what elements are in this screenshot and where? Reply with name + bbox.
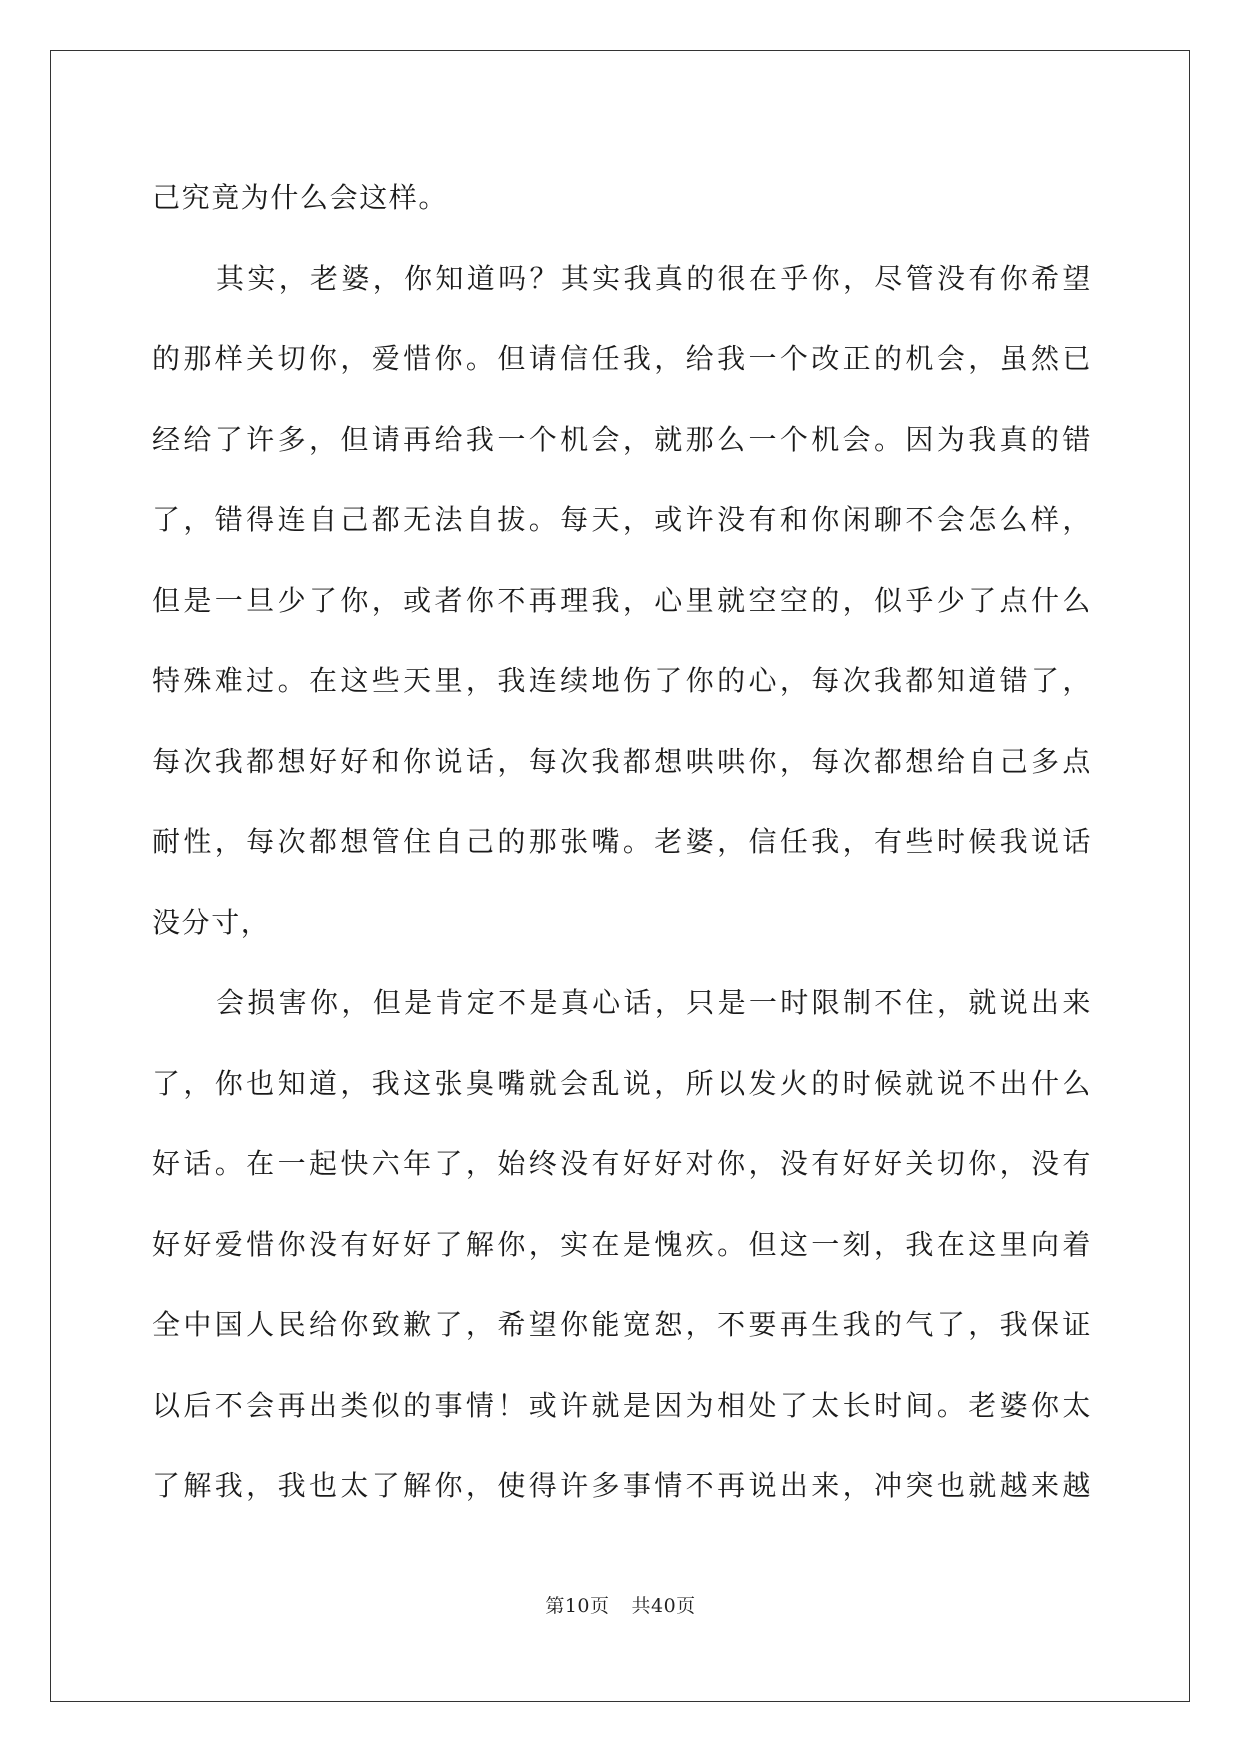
text-line: 其实，老婆，你知道吗？其实我真的很在乎你，尽管没有你希望: [216, 261, 1092, 295]
text-line: 每次我都想好好和你说话，每次我都想哄哄你，每次都想给自己多点: [152, 744, 1092, 778]
text-line: 了，错得连自己都无法自拔。每天，或许没有和你闲聊不会怎么样，: [152, 503, 1092, 536]
page-footer: [0, 1591, 1241, 1618]
text-line: 了解我，我也太了解你，使得许多事情不再说出来，冲突也就越来越: [152, 1469, 1092, 1502]
text-line: 好话。在一起快六年了，始终没有好好对你，没有好好关切你，没有: [152, 1147, 1092, 1180]
text-line: 经给了许多，但请再给我一个机会，就那么一个机会。因为我真的错: [152, 422, 1092, 456]
text-line: 好好爱惜你没有好好了解你，实在是愧疚。但这一刻，我在这里向着: [152, 1227, 1092, 1261]
text-line: 了，你也知道，我这张臭嘴就会乱说，所以发火的时候就说不出什么: [152, 1066, 1092, 1100]
page-number: 第10页: [545, 1595, 610, 1617]
text-line: 以后不会再出类似的事情！或许就是因为相处了太长时间。老婆你太: [152, 1388, 1092, 1422]
text-line: 己究竟为什么会这样。: [152, 181, 449, 214]
text-line: 但是一旦少了你，或者你不再理我，心里就空空的，似乎少了点什么: [152, 583, 1092, 617]
text-line: 全中国人民给你致歉了，希望你能宽恕，不要再生我的气了，我保证: [152, 1308, 1092, 1341]
text-line: 耐性，每次都想管住自己的那张嘴。老婆，信任我，有些时候我说话: [152, 825, 1092, 858]
text-line: 的那样关切你，爱惜你。但请信任我，给我一个改正的机会，虽然已: [152, 342, 1092, 375]
document-body: [152, 158, 1092, 1527]
text-line: 特殊难过。在这些天里，我连续地伤了你的心，每次我都知道错了，: [152, 664, 1092, 697]
page-total: 共40页: [631, 1595, 696, 1617]
text-line: 会损害你，但是肯定不是真心话，只是一时限制不住，就说出来: [216, 986, 1092, 1019]
text-line: 没分寸，: [152, 905, 271, 939]
